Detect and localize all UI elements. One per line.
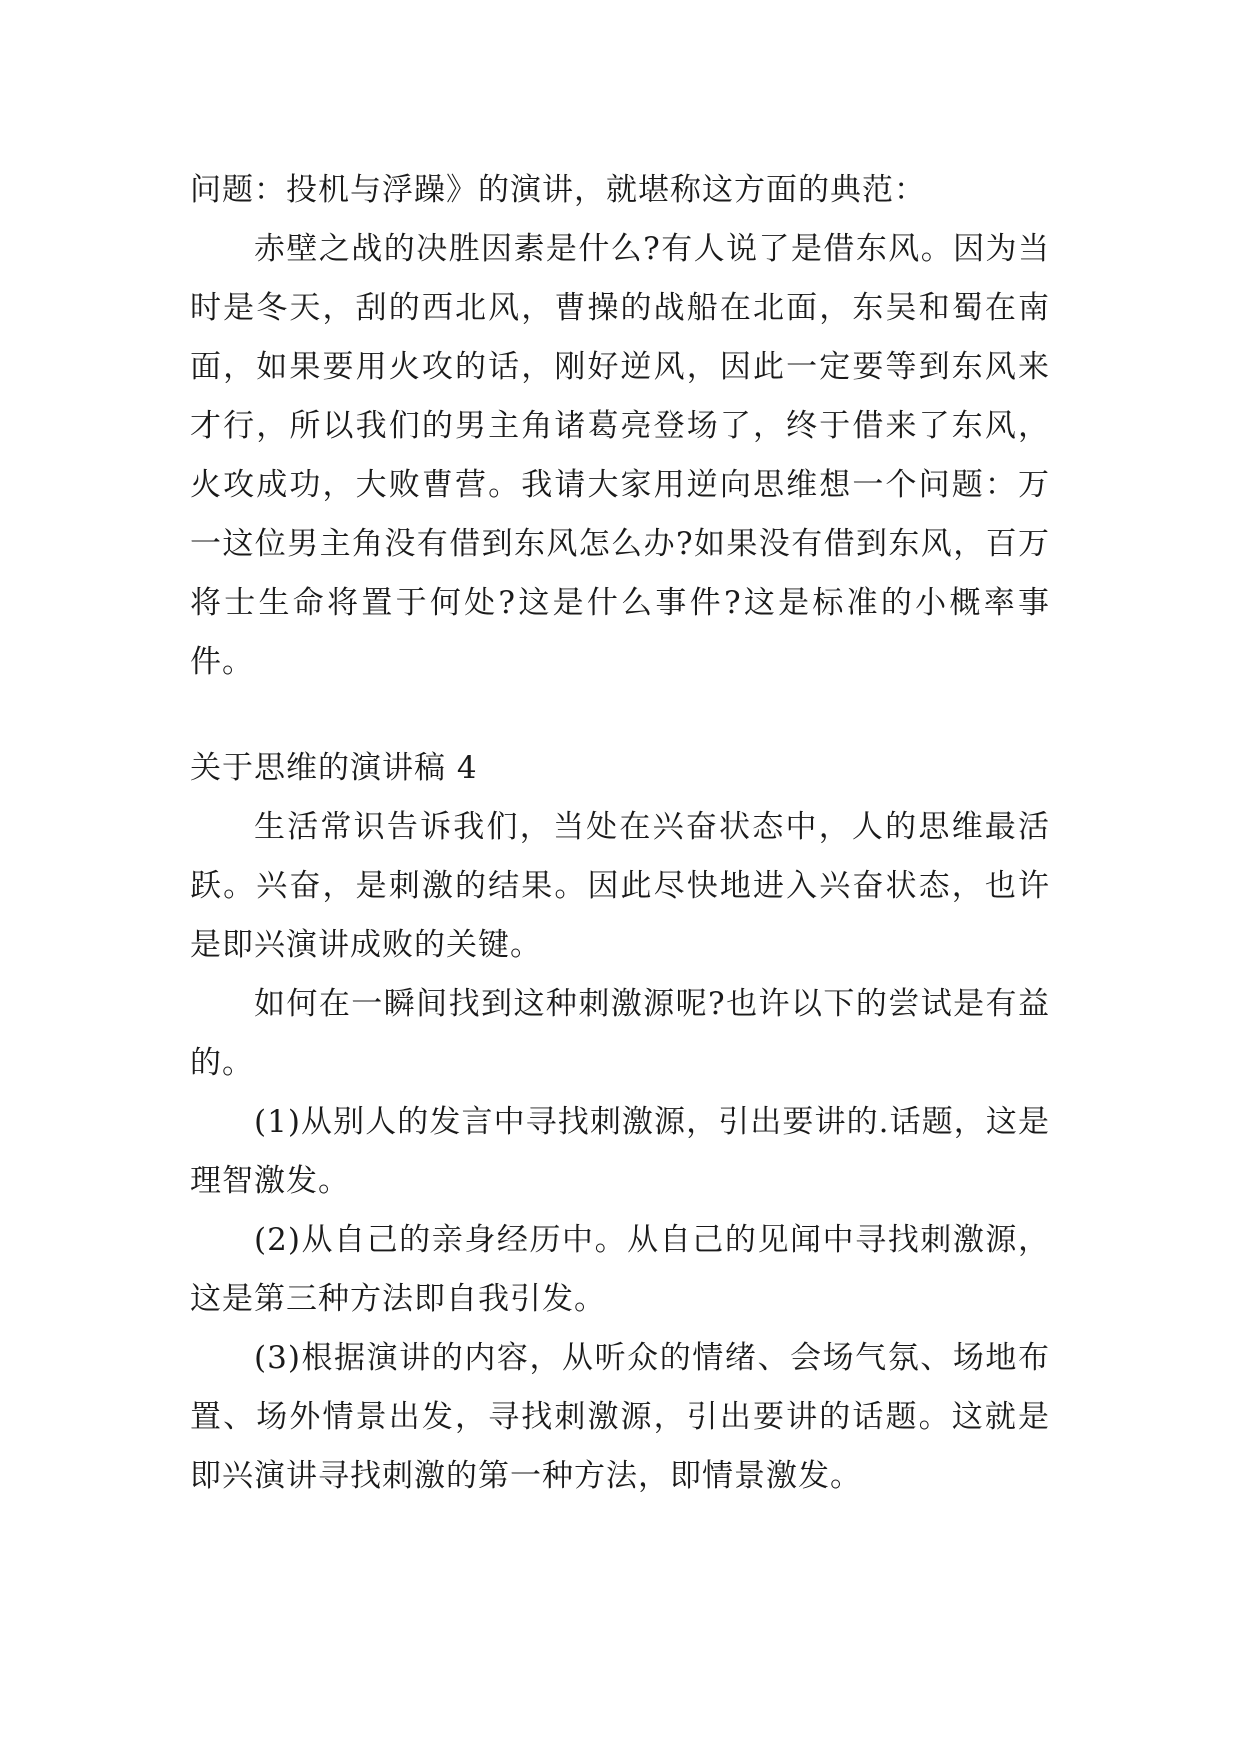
paragraph-item-2: (2)从自己的亲身经历中。从自己的见闻中寻找刺激源，这是第三种方法即自我引发。 [190,1222,1050,1317]
paragraph-chibi: 赤壁之战的决胜因素是什么?有人说了是借东风。因为当时是冬天，刮的西北风，曹操的战船在北面，东吴和蜀在南面，如果要用火攻的话，刚好逆风，因此一定要等到东风来才行，所以我们的男主角诸葛亮登场了，终于借来了东风，火攻成功，大败曹营。我请大家用逆向思维想一个问题：万一这位男主角没有借到东风怎么办?如果没有借到东风，百万将士生命将置于何处?这是什么事件?这是标准的小概率事件。 [190,231,1050,680]
paragraph-excite: 生活常识告诉我们，当处在兴奋状态中，人的思维最活跃。兴奋，是刺激的结果。因此尽快地进入兴奋状态，也许是即兴演讲成败的关键。 [190,809,1050,963]
paragraph-how: 如何在一瞬间找到这种刺激源呢?也许以下的尝试是有益的。 [190,986,1050,1081]
text-column [190,161,1050,1506]
section-title: 关于思维的演讲稿 4 [190,750,478,786]
paragraph-item-1: (1)从别人的发言中寻找刺激源，引出要讲的.话题，这是理智激发。 [190,1104,1050,1199]
paragraph-intro-tail: 问题：投机与浮躁》的演讲，就堪称这方面的典范： [190,172,926,208]
paragraph-item-3: (3)根据演讲的内容，从听众的情绪、会场气氛、场地布置、场外情景出发，寻找刺激源，引出要讲的话题。这就是即兴演讲寻找刺激的第一种方法，即情景激发。 [190,1340,1050,1494]
